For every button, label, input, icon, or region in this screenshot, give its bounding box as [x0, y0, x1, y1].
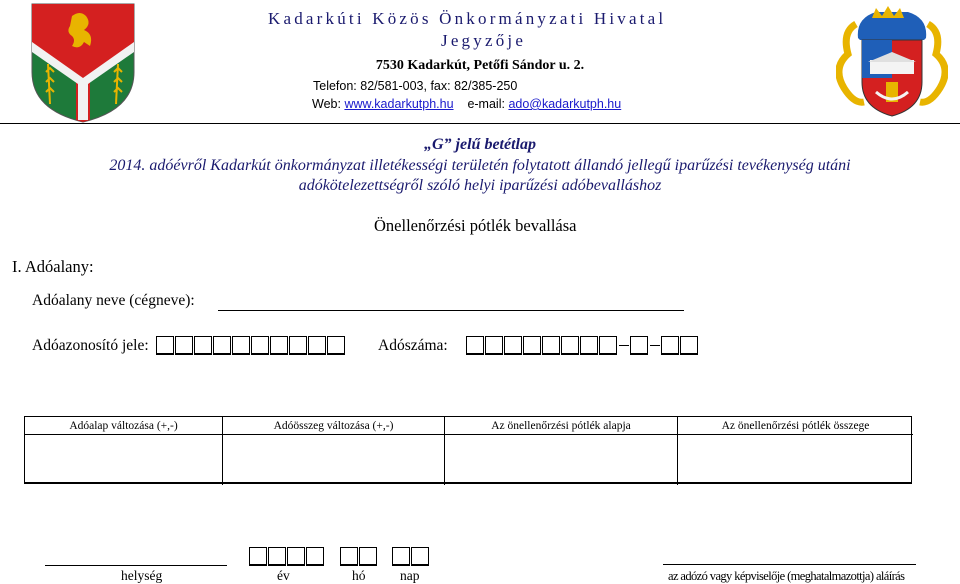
surcharge-amount-cell[interactable] — [678, 435, 913, 485]
day-digit-box[interactable] — [411, 547, 429, 566]
tax-id-boxes[interactable] — [156, 336, 346, 355]
tax-id-digit-box[interactable] — [175, 336, 193, 355]
day-digit-box[interactable] — [392, 547, 410, 566]
tax-id-digit-box[interactable] — [308, 336, 326, 355]
section-heading: I. Adóalany: — [12, 257, 94, 276]
tax-number-digit-box[interactable] — [523, 336, 541, 355]
year-digit-box[interactable] — [306, 547, 324, 566]
tax-number-digit-box[interactable] — [542, 336, 560, 355]
table-header-cell: Adóösszeg változása (+,-) — [223, 417, 445, 435]
year-digit-box[interactable] — [287, 547, 305, 566]
tax-number-digit-box[interactable] — [661, 336, 679, 355]
tax-id-digit-box[interactable] — [232, 336, 250, 355]
day-label: nap — [400, 568, 420, 583]
tax-number-label: Adószáma: — [378, 337, 448, 354]
table-header-cell: Az önellenőrzési pótlék alapja — [445, 417, 678, 435]
office-web-email — [312, 97, 621, 111]
form-title: „G” jelű betétlap — [424, 136, 536, 153]
tax-number-digit-box[interactable] — [630, 336, 648, 355]
tax-id-digit-box[interactable] — [156, 336, 174, 355]
tax-id-label: Adóazonosító jele: — [32, 337, 149, 354]
taxpayer-name-label: Adóalany neve (cégneve): — [32, 292, 195, 309]
signature-label: az adózó vagy képviselője (meghatalmazottja) aláírás — [668, 569, 905, 583]
year-digit-box[interactable] — [268, 547, 286, 566]
year-digit-box[interactable] — [249, 547, 267, 566]
header-divider — [0, 123, 960, 124]
tax-id-digit-box[interactable] — [289, 336, 307, 355]
taxpayer-name-field[interactable] — [218, 310, 684, 311]
tax-number-digit-box[interactable] — [599, 336, 617, 355]
office-phone: Telefon: 82/581-003, fax: 82/385-250 — [313, 79, 518, 93]
surcharge-base-cell[interactable] — [445, 435, 678, 485]
office-address: 7530 Kadarkút, Petőfi Sándor u. 2. — [375, 58, 585, 73]
place-label: helység — [121, 568, 163, 583]
left-crest-icon — [30, 2, 136, 124]
email-link[interactable]: ado@kadarkutph.hu — [508, 97, 622, 111]
tax-number-digit-box[interactable] — [680, 336, 698, 355]
web-label: Web: — [312, 97, 341, 111]
year-boxes[interactable] — [249, 547, 325, 566]
month-digit-box[interactable] — [359, 547, 377, 566]
tax-number-digit-box[interactable] — [580, 336, 598, 355]
form-description-line2: adókötelezettségről szóló helyi iparűzési adóbevalláshoz — [298, 177, 662, 194]
office-subtitle: Jegyzője — [441, 31, 527, 50]
section-subtitle: Önellenőrzési pótlék bevallása — [374, 216, 577, 235]
day-boxes[interactable] — [392, 547, 430, 566]
signature-field[interactable] — [663, 564, 916, 565]
place-field[interactable] — [45, 565, 227, 566]
email-label: e-mail: — [467, 97, 505, 111]
tax-id-digit-box[interactable] — [270, 336, 288, 355]
year-label: év — [277, 568, 290, 583]
self-revision-table — [24, 416, 912, 484]
tax-id-digit-box[interactable] — [251, 336, 269, 355]
tax-id-digit-box[interactable] — [327, 336, 345, 355]
month-digit-box[interactable] — [340, 547, 358, 566]
web-link[interactable]: www.kadarkutph.hu — [344, 97, 454, 111]
month-boxes[interactable] — [340, 547, 378, 566]
table-header-cell: Az önellenőrzési pótlék összege — [678, 417, 913, 435]
tax-number-digit-box[interactable] — [561, 336, 579, 355]
tax-id-digit-box[interactable] — [213, 336, 231, 355]
tax-amount-change-cell[interactable] — [223, 435, 445, 485]
tax-number-boxes[interactable] — [466, 336, 699, 355]
tax-base-change-cell[interactable] — [25, 435, 223, 485]
tax-number-separator — [619, 345, 629, 346]
form-description-line1: 2014. adóévről Kadarkút önkormányzat illetékességi területén folytatott állandó jellegű iparűzési tevékenység utáni — [109, 157, 851, 174]
tax-number-separator — [650, 345, 660, 346]
month-label: hó — [352, 568, 366, 583]
tax-number-digit-box[interactable] — [485, 336, 503, 355]
tax-number-digit-box[interactable] — [466, 336, 484, 355]
tax-id-digit-box[interactable] — [194, 336, 212, 355]
table-header-cell: Adóalap változása (+,-) — [25, 417, 223, 435]
tax-number-digit-box[interactable] — [504, 336, 522, 355]
right-crest-icon — [836, 4, 948, 122]
office-name: Kadarkúti Közös Önkormányzati Hivatal — [268, 9, 667, 28]
